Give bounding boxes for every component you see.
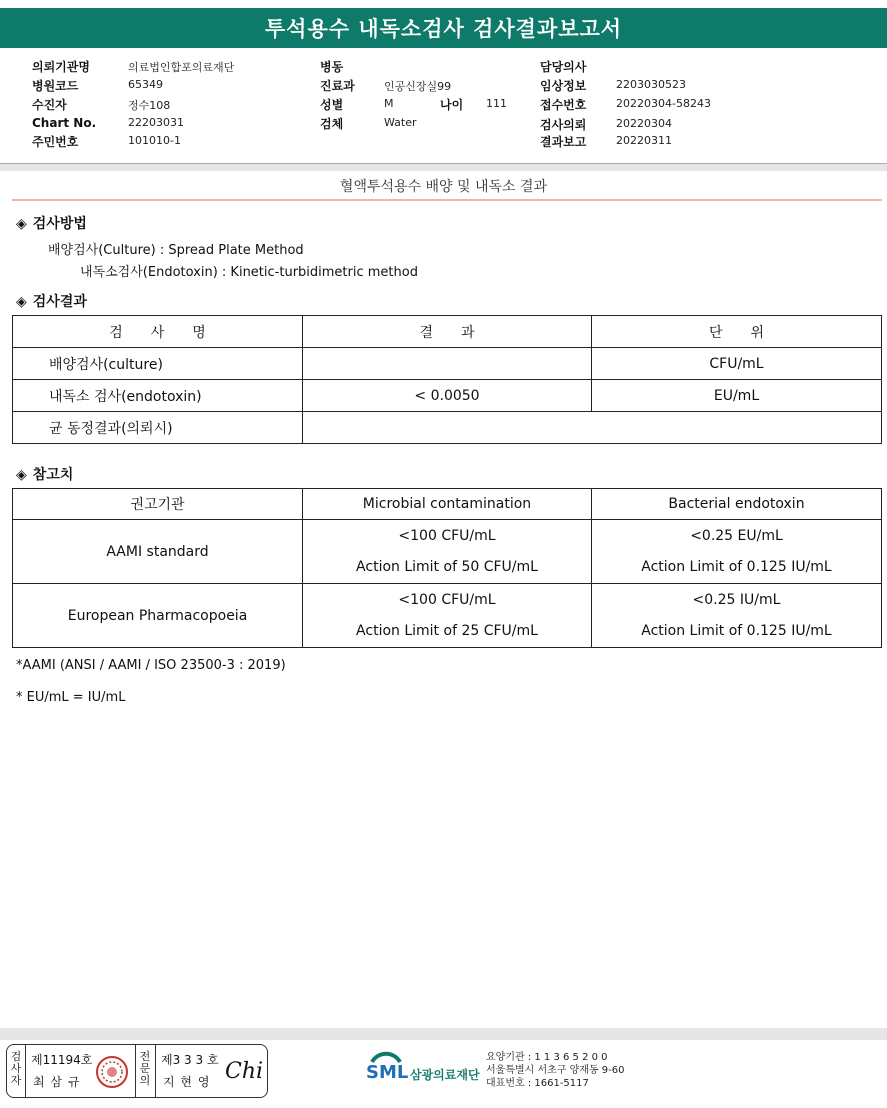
subtitle-underline	[12, 199, 882, 201]
endo-action-cell: Action Limit of 0.125 IU/mL	[592, 552, 882, 584]
hospital-code-label: 병원코드	[32, 79, 79, 93]
header-cell: 결 과	[303, 316, 592, 348]
table-header-row	[13, 316, 882, 348]
dept-value: 인공신장실99	[384, 80, 452, 93]
endo-action-cell: Action Limit of 0.125 IU/mL	[592, 616, 882, 648]
results-table	[12, 315, 882, 444]
micro-limit-cell: <100 CFU/mL	[303, 520, 592, 552]
address: 서울특별시 서초구 양재동 9-60	[486, 1065, 625, 1076]
doctor-label: 담당의사	[540, 60, 587, 74]
footer-divider	[0, 1028, 887, 1040]
report-date-label: 결과보고	[540, 135, 587, 149]
result-cell: < 0.0050	[303, 380, 592, 412]
table-row	[13, 412, 882, 444]
report-date-value: 20220311	[616, 134, 672, 147]
sampler-label: 수진자	[32, 98, 67, 112]
ward-label: 병동	[320, 60, 344, 74]
diamond-icon: ◈	[16, 467, 27, 483]
age-label: 나이	[440, 98, 464, 112]
hospital-code-value: 65349	[128, 78, 163, 91]
logo-text: SML	[366, 1062, 409, 1083]
sex-label: 성별	[320, 98, 344, 112]
institution-label: 의뢰기관명	[32, 60, 90, 74]
request-value: 20220304	[616, 117, 672, 130]
examiner-number: 제11194호	[31, 1053, 93, 1067]
reference-table	[12, 488, 882, 648]
header-cell: 단 위	[592, 316, 882, 348]
diamond-icon: ◈	[16, 294, 27, 310]
patient-info	[0, 56, 887, 156]
note-aami: *AAMI (ANSI / AAMI / ISO 23500-3 : 2019)	[16, 658, 286, 673]
receipt-label: 접수번호	[540, 98, 587, 112]
diamond-icon: ◈	[16, 216, 27, 232]
unit-cell: EU/mL	[592, 380, 882, 412]
test-name-cell: 배양검사(culture)	[13, 348, 303, 380]
table-row	[13, 348, 882, 380]
report-title: 투석용수 내독소검사 검사결과보고서	[0, 8, 887, 48]
signature: Chi	[225, 1059, 264, 1084]
age-value: 111	[486, 97, 507, 110]
endo-limit-cell: <0.25 IU/mL	[592, 584, 882, 616]
method-endotoxin: 내독소검사(Endotoxin) : Kinetic-turbidimetric method	[80, 265, 418, 280]
specialist-name: 지 현 영	[163, 1075, 211, 1089]
method-culture: 배양검사(Culture) : Spread Plate Method	[48, 243, 304, 258]
header-cell: 검 사 명	[13, 316, 303, 348]
chart-label: Chart No.	[32, 116, 97, 130]
results-heading: ◈ 검사결과	[16, 294, 87, 310]
clinical-label: 임상정보	[540, 79, 587, 93]
endo-limit-cell: <0.25 EU/mL	[592, 520, 882, 552]
header-divider	[0, 163, 887, 171]
seal-stamp	[95, 1055, 129, 1092]
dept-label: 진료과	[320, 79, 355, 93]
result-cell	[303, 412, 882, 444]
org-name: 삼광의료재단	[410, 1068, 480, 1082]
care-code: 요양기관 : 1 1 3 6 5 2 0 0	[486, 1052, 608, 1063]
table-header-row	[13, 489, 882, 520]
specialist-number: 제3 3 3 호	[161, 1053, 219, 1067]
org-cell: European Pharmacopoeia	[13, 584, 303, 648]
micro-action-cell: Action Limit of 25 CFU/mL	[303, 616, 592, 648]
receipt-value: 20220304-58243	[616, 97, 711, 110]
examiner-name: 최 삼 규	[33, 1075, 81, 1089]
test-name-cell: 내독소 검사(endotoxin)	[13, 380, 303, 412]
request-label: 검사의뢰	[540, 118, 587, 132]
table-row	[13, 380, 882, 412]
sml-logo	[366, 1048, 480, 1092]
header-cell: Bacterial endotoxin	[592, 489, 882, 520]
resident-value: 101010-1	[128, 134, 181, 147]
contact-info	[486, 1051, 625, 1090]
sex-value: M	[384, 97, 394, 110]
method-heading: ◈ 검사방법	[16, 216, 87, 232]
signature-box	[6, 1044, 268, 1098]
org-cell: AAMI standard	[13, 520, 303, 584]
phone: 대표번호 : 1661-5117	[486, 1078, 589, 1089]
table-row	[13, 584, 882, 616]
specimen-value: Water	[384, 116, 417, 129]
chart-value: 22203031	[128, 116, 184, 129]
header-cell: Microbial contamination	[303, 489, 592, 520]
sampler-value: 정수108	[128, 99, 171, 112]
unit-cell: CFU/mL	[592, 348, 882, 380]
specialist-label: 전문의	[139, 1050, 151, 1087]
result-cell	[303, 348, 592, 380]
resident-label: 주민번호	[32, 135, 79, 149]
micro-limit-cell: <100 CFU/mL	[303, 584, 592, 616]
reference-heading: ◈ 참고치	[16, 467, 74, 483]
institution-value: 의료법인합포의료재단	[128, 61, 235, 74]
micro-action-cell: Action Limit of 50 CFU/mL	[303, 552, 592, 584]
specimen-label: 검체	[320, 117, 344, 131]
header-cell: 권고기관	[13, 489, 303, 520]
test-name-cell: 균 동정결과(의뢰시)	[13, 412, 303, 444]
note-units: * EU/mL = IU/mL	[16, 690, 126, 705]
table-row	[13, 520, 882, 552]
report-subtitle: 혈액투석용수 배양 및 내독소 결과	[339, 179, 548, 195]
examiner-label: 검사자	[10, 1050, 22, 1087]
clinical-value: 2203030523	[616, 78, 686, 91]
